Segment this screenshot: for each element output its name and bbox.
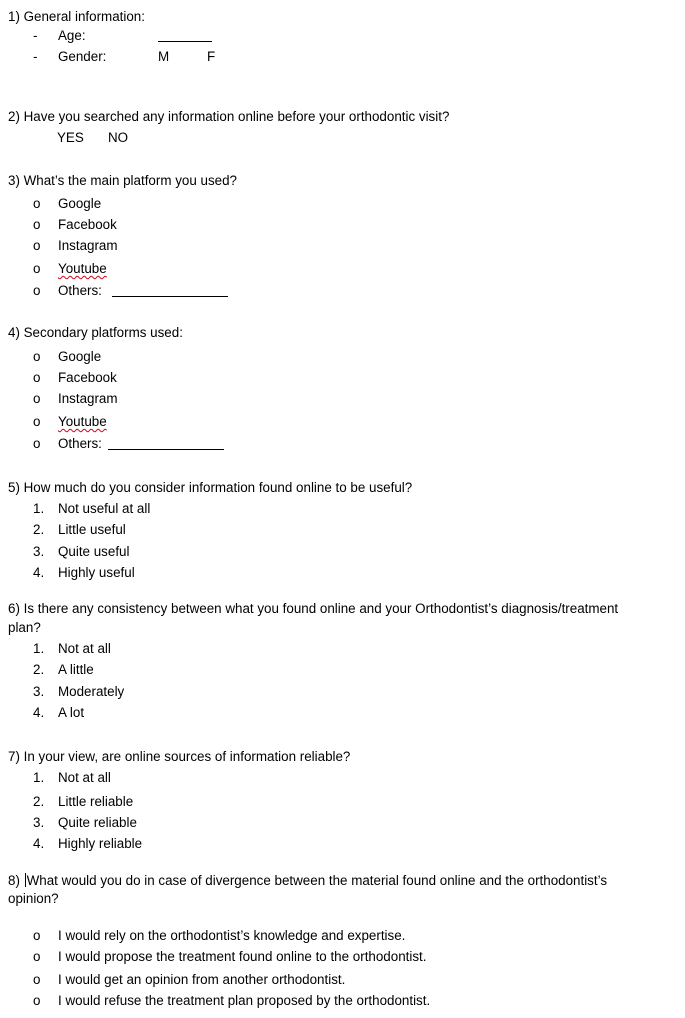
option-number: 2. (33, 662, 45, 677)
option-little-useful[interactable]: Little useful (58, 522, 126, 537)
gender-label: Gender: (58, 49, 107, 64)
option-bullet: o (33, 993, 41, 1008)
option-a-lot[interactable]: A lot (58, 705, 85, 720)
option-bullet: o (33, 370, 41, 385)
option-quite-useful[interactable]: Quite useful (58, 544, 130, 559)
q6-title-continued: plan? (8, 620, 41, 635)
others-blank[interactable] (108, 449, 224, 450)
q4-title: 4) Secondary platforms used: (8, 325, 183, 340)
option-number: 1. (33, 641, 45, 656)
q1-title: 1) General information: (8, 9, 145, 24)
option-facebook[interactable]: Facebook (58, 217, 117, 232)
age-blank[interactable] (158, 41, 212, 42)
age-label: Age: (58, 28, 86, 43)
option-bullet: o (33, 217, 41, 232)
option-quite-reliable[interactable]: Quite reliable (58, 815, 137, 830)
option-moderately[interactable]: Moderately (58, 684, 125, 699)
gender-option-f[interactable]: F (207, 49, 216, 64)
option-number: 1. (33, 770, 45, 785)
option-number: 1. (33, 501, 45, 516)
option-instagram[interactable]: Instagram (58, 238, 118, 253)
option-number: 4. (33, 705, 45, 720)
option-number: 3. (33, 544, 45, 559)
option-bullet: o (33, 414, 41, 429)
q6-title: 6) Is there any consistency between what you found online and your Orthodontist’s diagnosis/treatment (8, 601, 619, 616)
option-others[interactable]: Others: (58, 283, 102, 298)
q5-title: 5) How much do you consider information found online to be useful? (8, 480, 413, 495)
option-propose-online-treatment[interactable]: I would propose the treatment found online to the orthodontist. (58, 949, 427, 964)
option-number: 4. (33, 565, 45, 580)
gender-option-m[interactable]: M (158, 49, 170, 64)
text-cursor (25, 873, 26, 887)
option-rely-on-orthodontist[interactable]: I would rely on the orthodontist’s knowledge and expertise. (58, 928, 406, 943)
option-refuse-treatment[interactable]: I would refuse the treatment plan proposed by the orthodontist. (58, 993, 431, 1008)
option-a-little[interactable]: A little (58, 662, 94, 677)
option-number: 3. (33, 684, 45, 699)
option-others[interactable]: Others: (58, 436, 102, 451)
option-highly-useful[interactable]: Highly useful (58, 565, 135, 580)
option-little-reliable[interactable]: Little reliable (58, 794, 134, 809)
option-bullet: o (33, 283, 41, 298)
option-not-at-all[interactable]: Not at all (58, 770, 111, 785)
option-instagram[interactable]: Instagram (58, 391, 118, 406)
option-bullet: o (33, 349, 41, 364)
option-google[interactable]: Google (58, 196, 102, 211)
option-second-opinion[interactable]: I would get an opinion from another orthodontist. (58, 972, 346, 987)
answer-no[interactable]: NO (108, 130, 129, 145)
option-number: 3. (33, 815, 45, 830)
option-facebook[interactable]: Facebook (58, 370, 117, 385)
option-google[interactable]: Google (58, 349, 102, 364)
option-number: 2. (33, 522, 45, 537)
q8-title-continued: opinion? (8, 891, 59, 906)
answer-yes[interactable]: YES (57, 130, 84, 145)
q8-title-text: What would you do in case of divergence between the material found online and the orthodontist’s (26, 873, 608, 888)
option-highly-reliable[interactable]: Highly reliable (58, 836, 143, 851)
list-bullet: - (33, 49, 38, 64)
option-bullet: o (33, 972, 41, 987)
others-blank[interactable] (112, 296, 228, 297)
option-youtube[interactable]: Youtube (58, 414, 107, 429)
list-bullet: - (33, 28, 38, 43)
option-bullet: o (33, 949, 41, 964)
option-bullet: o (33, 391, 41, 406)
q2-title: 2) Have you searched any information online before your orthodontic visit? (8, 109, 450, 124)
option-not-useful[interactable]: Not useful at all (58, 501, 151, 516)
option-number: 4. (33, 836, 45, 851)
option-bullet: o (33, 196, 41, 211)
option-number: 2. (33, 794, 45, 809)
option-bullet: o (33, 436, 41, 451)
q8-title-prefix: 8) (8, 873, 24, 888)
option-bullet: o (33, 261, 41, 276)
option-youtube[interactable]: Youtube (58, 261, 107, 276)
q8-title (8, 873, 607, 887)
q3-title: 3) What’s the main platform you used? (8, 173, 237, 188)
option-not-at-all[interactable]: Not at all (58, 641, 111, 656)
option-bullet: o (33, 238, 41, 253)
q7-title: 7) In your view, are online sources of information reliable? (8, 749, 351, 764)
option-bullet: o (33, 928, 41, 943)
